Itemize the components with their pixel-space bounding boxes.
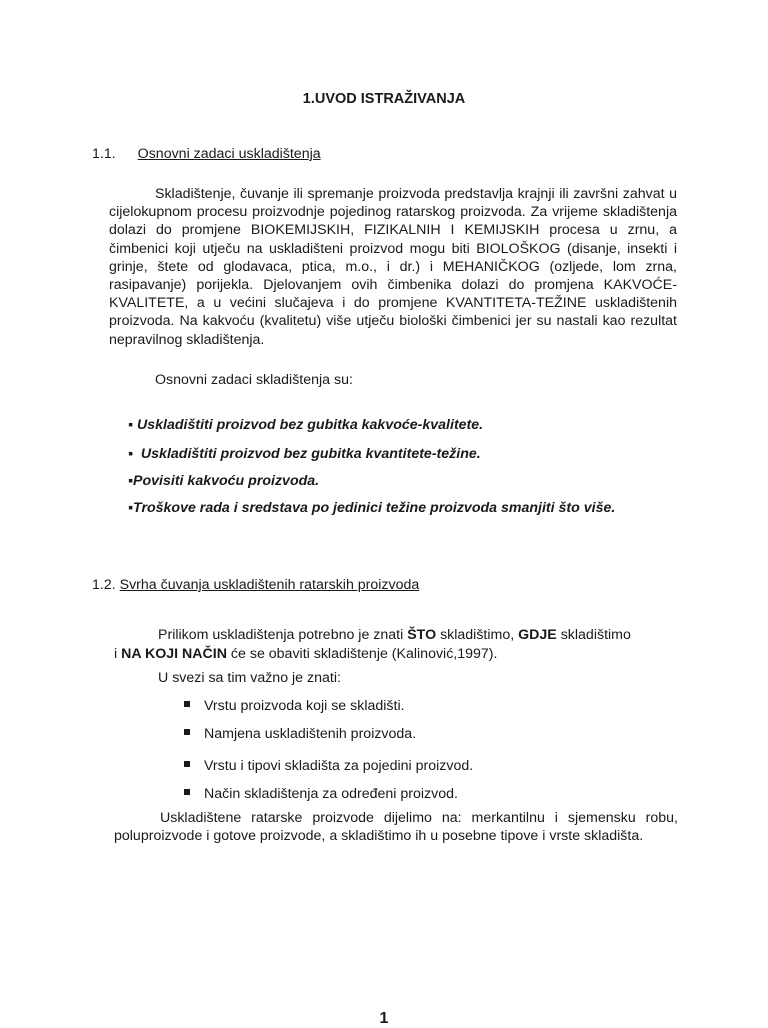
bullet-square-icon xyxy=(184,789,190,795)
section-title: Svrha čuvanja uskladištenih ratarskih proizvoda xyxy=(119,577,420,593)
task-item: ▪ Uskladištiti proizvod bez gubitka kakvoće-kvalitete. xyxy=(128,417,484,433)
bullet-square-icon xyxy=(184,701,190,707)
bullet-square-icon: ▪ xyxy=(128,500,134,516)
section-1-2-line-1: Prilikom uskladištenja potrebno je znati ŠTO skladištimo, GDJE skladištimo xyxy=(158,627,631,643)
section-1-2-closing: Uskladištene ratarske proizvode dijelimo na: merkantilnu i sjemensku robu, poluproizvode i gotove proizvode, a skladištimo ih u posebne tipove i vrste skladišta. xyxy=(114,810,678,844)
section-1-2-line-2: i NA KOJI NAČIN će se obaviti skladištenje (Kalinović,1997). xyxy=(114,646,498,662)
task-item: ▪Troškove rada i sredstava po jedinici težine proizvoda smanjiti što više. xyxy=(128,500,616,516)
section-1-2-intro: U svezi sa tim važno je znati: xyxy=(158,670,341,686)
list-item: Vrstu proizvoda koji se skladišti. xyxy=(184,698,405,714)
task-item: ▪Povisiti kakvoću proizvoda. xyxy=(128,473,320,489)
list-item: Način skladištenja za određeni proizvod. xyxy=(184,786,458,802)
task-item: ▪ Uskladištiti proizvod bez gubitka kvantitete-težine. xyxy=(128,446,481,462)
section-number: 1.1. xyxy=(92,146,116,162)
bullet-square-icon: ▪ xyxy=(128,446,134,462)
section-title: Osnovni zadaci uskladištenja xyxy=(137,146,321,162)
section-number: 1.2. xyxy=(92,577,116,593)
list-item: Namjena uskladištenih proizvoda. xyxy=(184,726,416,742)
bullet-square-icon: ▪ xyxy=(128,473,134,489)
section-1-1-heading xyxy=(92,146,321,162)
list-item: Vrstu i tipovi skladišta za pojedini proizvod. xyxy=(184,758,473,774)
bullet-square-icon xyxy=(184,729,190,735)
document-title: 1.UVOD ISTRAŽIVANJA xyxy=(302,91,466,107)
section-1-2-heading xyxy=(92,577,419,593)
section-1-1-paragraph xyxy=(109,185,677,349)
bullet-square-icon: ▪ xyxy=(128,417,134,433)
tasks-intro: Osnovni zadaci skladištenja su: xyxy=(155,372,353,388)
paragraph-text: Skladištenje, čuvanje ili spremanje proizvoda predstavlja krajnji ili završni zahvat u cijelokupnom procesu proizvodnje pojedinog ratarskog proizvoda. Za vrijeme skladištenja dolazi do promjene BIOKEMIJSKIH, FIZIKALNIH I KEMIJSKIH procesa u zrnu, a čimbenici koji utječu na uskladišteni proizvod mogu biti BIOLOŠKOG (disanje, insekti i grinje, štete od glodavaca, ptica, m.o., i dr.) i MEHANIČKOG (ozljede, lom zrna, rasipavanje) porijekla. Djelovanjem ovih čimbenika dolazi do promjena KAKVOĆE-KVALITETE, a u većini slučajeva i do promjene KVANTITETA-TEŽINE uskladištenih proizvoda. Na kakvoću (kvalitetu) više utječu biološki čimbenici jer su nastali kao rezultat nepravilnog skladištenja. xyxy=(109,186,677,348)
page-number: 1 xyxy=(379,1010,389,1027)
bullet-square-icon xyxy=(184,761,190,767)
